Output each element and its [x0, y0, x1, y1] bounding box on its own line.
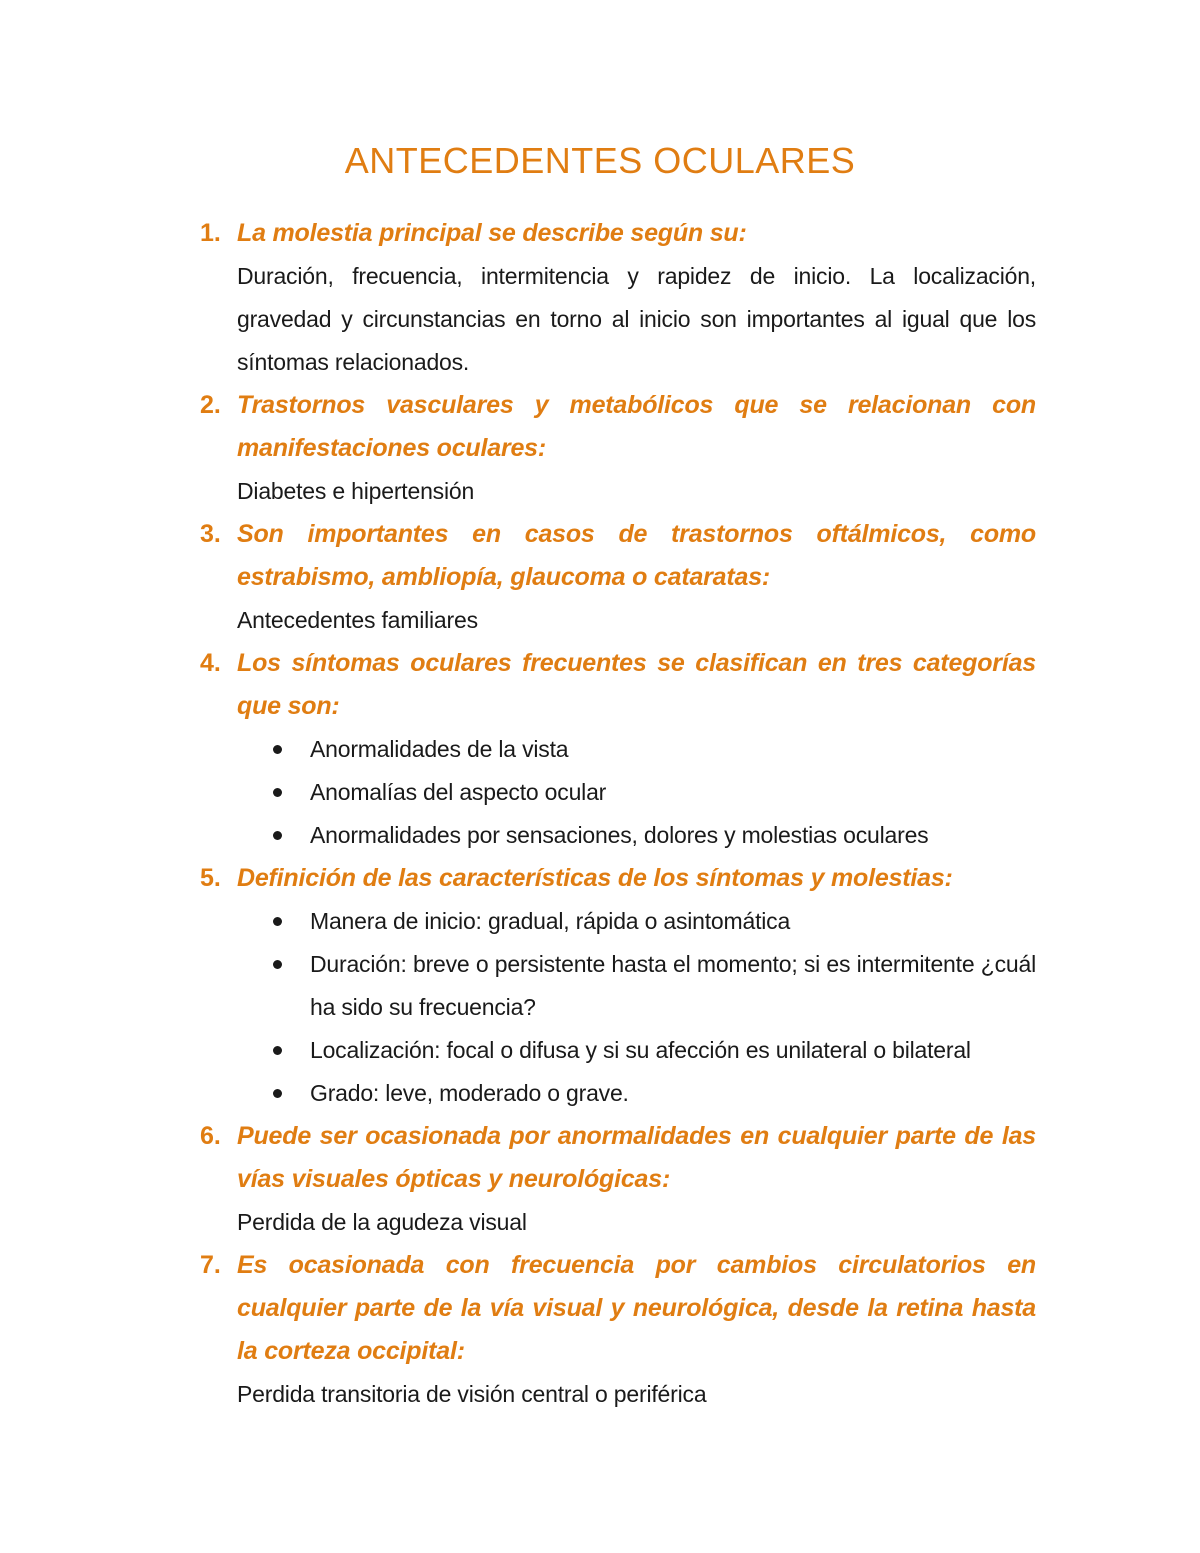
bullet-text: Anormalidades por sensaciones, dolores y molestias oculares	[310, 822, 929, 848]
list-item-2	[200, 384, 1036, 513]
bullet-item	[237, 1029, 1036, 1072]
item-number: 1.	[200, 219, 221, 247]
bullet-dot-icon	[273, 788, 282, 797]
item-number: 7.	[200, 1251, 221, 1279]
bullet-item	[237, 1072, 1036, 1115]
item-answer: Perdida transitoria de visión central o periférica	[237, 1381, 707, 1407]
item-number: 2.	[200, 391, 221, 419]
bullet-item	[237, 771, 1036, 814]
list-item-1	[200, 212, 1036, 384]
item-answer: Diabetes e hipertensión	[237, 478, 475, 504]
item-question: Puede ser ocasionada por anormalidades en cualquier parte de las vías visuales ópticas y neurológicas:	[237, 1122, 1036, 1193]
bullet-item	[237, 728, 1036, 771]
bullet-list	[237, 900, 1036, 1115]
bullet-text: Anomalías del aspecto ocular	[310, 779, 607, 805]
item-number: 5.	[200, 864, 221, 892]
bullet-dot-icon	[273, 745, 282, 754]
bullet-text: Manera de inicio: gradual, rápida o asintomática	[310, 908, 791, 934]
item-question: Los síntomas oculares frecuentes se clasifican en tres categorías que son:	[237, 649, 1036, 720]
item-question: Es ocasionada con frecuencia por cambios circulatorios en cualquier parte de la vía visual y neurológica, desde la retina hasta la corteza occipital:	[237, 1251, 1036, 1365]
item-answer: Antecedentes familiares	[237, 607, 478, 633]
item-answer: Perdida de la agudeza visual	[237, 1209, 527, 1235]
item-question: Son importantes en casos de trastornos oftálmicos, como estrabismo, ambliopía, glaucoma o cataratas:	[237, 520, 1036, 591]
item-answer: Duración, frecuencia, intermitencia y rapidez de inicio. La localización, gravedad y circunstancias en torno al inicio son importantes al igual que los síntomas relacionados.	[237, 263, 1036, 375]
bullet-dot-icon	[273, 960, 282, 969]
bullet-text: Anormalidades de la vista	[310, 736, 569, 762]
list-item-3	[200, 513, 1036, 642]
bullet-dot-icon	[273, 1089, 282, 1098]
item-number: 3.	[200, 520, 221, 548]
bullet-dot-icon	[273, 831, 282, 840]
item-question: Trastornos vasculares y metabólicos que se relacionan con manifestaciones oculares:	[237, 391, 1036, 462]
bullet-text: Duración: breve o persistente hasta el momento; si es intermitente ¿cuál ha sido su frecuencia?	[310, 951, 1036, 1020]
item-number: 4.	[200, 649, 221, 677]
list-item-5	[200, 857, 1036, 1115]
list-item-7	[200, 1244, 1036, 1416]
bullet-text: Localización: focal o difusa y si su afección es unilateral o bilateral	[310, 1037, 971, 1063]
page-title: ANTECEDENTES OCULARES	[344, 140, 856, 181]
list-item-6	[200, 1115, 1036, 1244]
bullet-item	[237, 900, 1036, 943]
bullet-dot-icon	[273, 1046, 282, 1055]
bullet-item	[237, 814, 1036, 857]
bullet-item	[237, 943, 1036, 1029]
bullet-dot-icon	[273, 917, 282, 926]
bullet-list	[237, 728, 1036, 857]
list-item-4	[200, 642, 1036, 857]
bullet-text: Grado: leve, moderado o grave.	[310, 1080, 629, 1106]
item-number: 6.	[200, 1122, 221, 1150]
item-question: Definición de las características de los síntomas y molestias:	[237, 864, 953, 892]
question-list	[200, 212, 1036, 1416]
item-question: La molestia principal se describe según su:	[237, 219, 747, 247]
